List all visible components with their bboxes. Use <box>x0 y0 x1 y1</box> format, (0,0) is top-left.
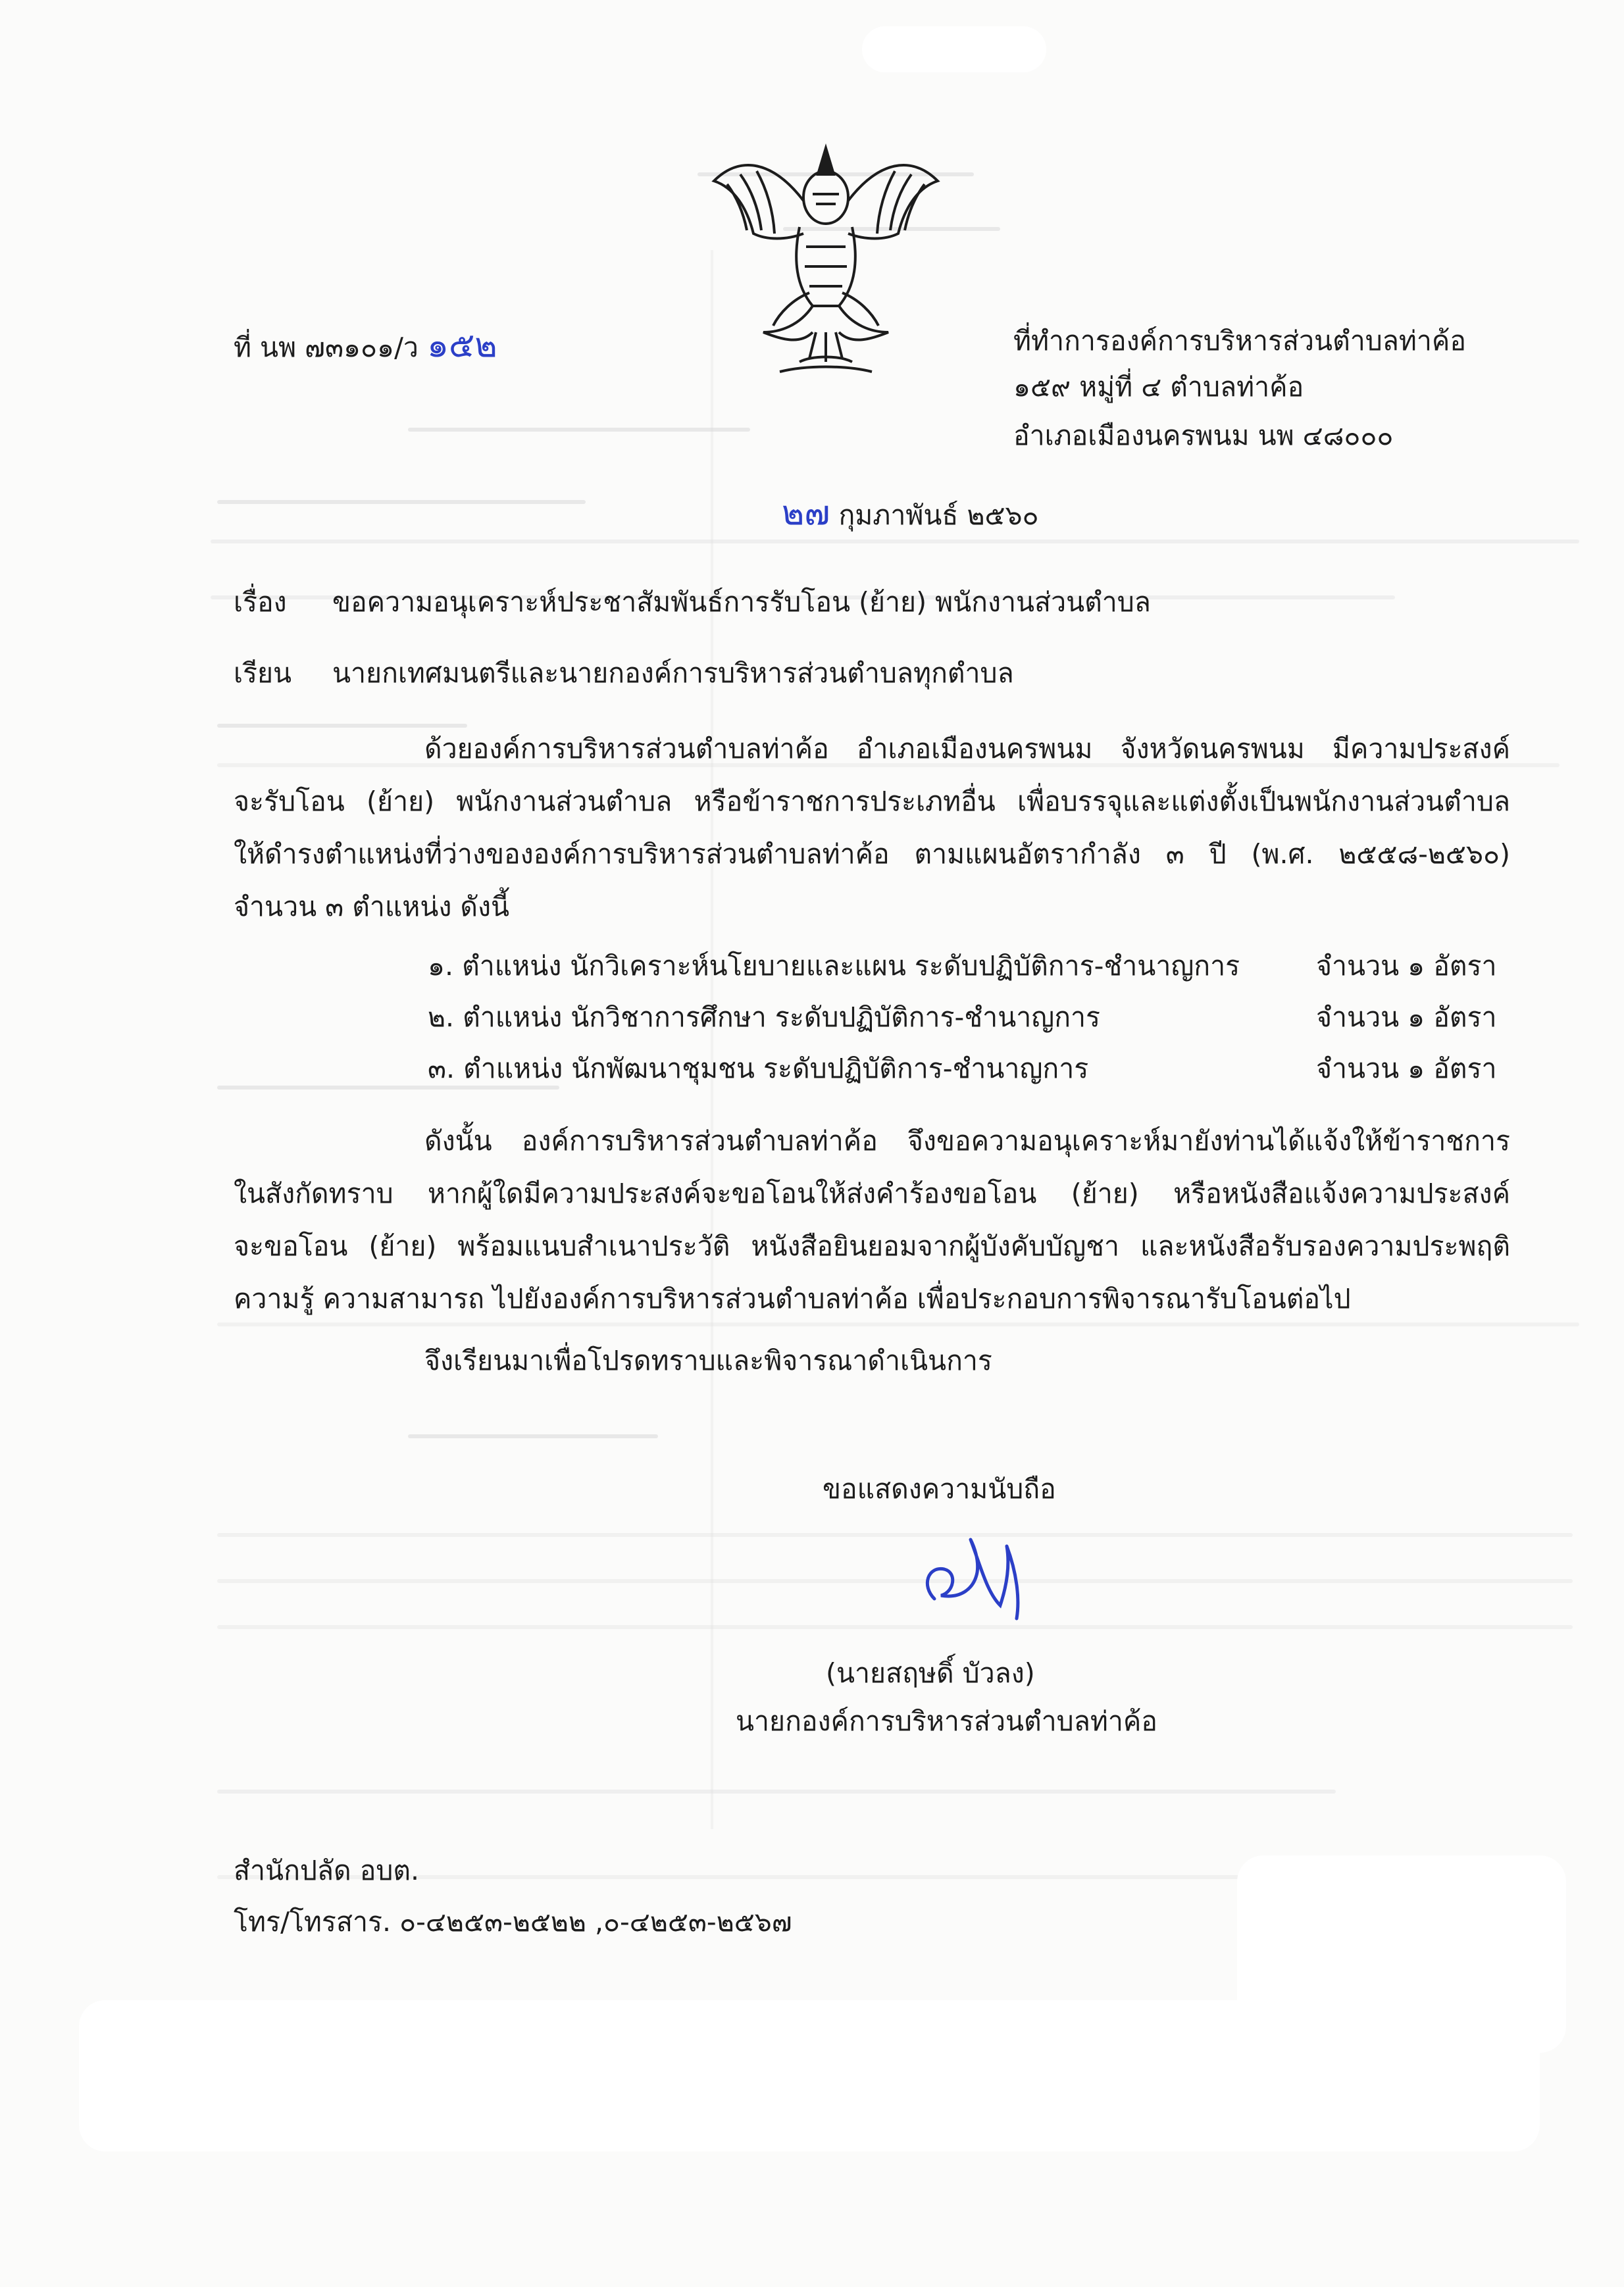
recipient-label: เรียน <box>234 657 292 689</box>
footer-phone: โทร/โทรสาร. ๐-๔๒๕๓-๒๕๒๒ ,๐-๔๒๕๓-๒๕๖๗ <box>234 1906 792 1938</box>
garuda-emblem <box>701 135 951 391</box>
position-item-3-count: จำนวน ๑ อัตรา <box>1316 1053 1497 1084</box>
closing-salutation: ขอแสดงความนับถือ <box>823 1473 1056 1505</box>
sender-address-line1: ที่ทำการองค์การบริหารส่วนตำบลท่าค้อ <box>1013 325 1466 357</box>
position-item-3: ๓. ตำแหน่ง นักพัฒนาชุมชน ระดับปฏิบัติการ-ชำนาญการ <box>428 1053 1089 1084</box>
position-item-2-count: จำนวน ๑ อัตรา <box>1316 1001 1497 1033</box>
sender-address-line2: ๑๕๙ หมู่ที่ ๔ ตำบลท่าค้อ <box>1013 371 1304 403</box>
body-para1-line4: จำนวน ๓ ตำแหน่ง ดังนี้ <box>234 891 510 922</box>
body-para2-line2: ในสังกัดทราบ หากผู้ใดมีความประสงค์จะขอโอนให้ส่งคำร้องขอโอน (ย้าย) หรือหนังสือแจ้งความประสงค์ <box>234 1178 1510 1209</box>
reference-prefix: ที่ นพ ๗๓๑๐๑/ว <box>234 332 419 363</box>
body-para2-line3: จะขอโอน (ย้าย) พร้อมแนบสำเนาประวัติ หนังสือยินยอมจากผู้บังคับบัญชา และหนังสือรับรองความประพฤติ <box>234 1230 1510 1262</box>
body-para1-line2: จะรับโอน (ย้าย) พนักงานส่วนตำบล หรือข้าราชการประเภทอื่น เพื่อบรรจุและแต่งตั้งเป็นพนักงานส่วนตำบล <box>234 786 1510 817</box>
signature <box>908 1526 1040 1645</box>
position-item-1: ๑. ตำแหน่ง นักวิเคราะห์นโยบายและแผน ระดับปฏิบัติการ-ชำนาญการ <box>428 950 1240 982</box>
position-item-1-count: จำนวน ๑ อัตรา <box>1316 950 1497 982</box>
reference-number-handwritten: ๑๕๒ <box>426 326 497 365</box>
body-para1-line1: ด้วยองค์การบริหารส่วนตำบลท่าค้อ อำเภอเมืองนครพนม จังหวัดนครพนม มีความประสงค์ <box>424 733 1510 765</box>
letter-date <box>782 495 1039 534</box>
date-day-handwritten: ๒๗ <box>782 493 830 533</box>
body-para1-line3: ให้ดำรงตำแหน่งที่ว่างขององค์การบริหารส่วนตำบลท่าค้อ ตามแผนอัตรากำลัง ๓ ปี (พ.ศ. ๒๕๕๘-๒๕๖๐) <box>234 838 1510 870</box>
sender-address-line3: อำเภอเมืองนครพนม นพ ๔๘๐๐๐ <box>1013 420 1394 451</box>
footer-office: สำนักปลัด อบต. <box>234 1855 420 1886</box>
signer-name: (นายสฤษดิ์ บัวลง) <box>826 1657 1035 1689</box>
subject-label: เรื่อง <box>234 586 287 618</box>
position-item-2: ๒. ตำแหน่ง นักวิชาการศึกษา ระดับปฏิบัติการ-ชำนาญการ <box>428 1001 1101 1033</box>
subject-text: ขอความอนุเคราะห์ประชาสัมพันธ์การรับโอน (ย้าย) พนักงานส่วนตำบล <box>332 586 1151 618</box>
body-para3: จึงเรียนมาเพื่อโปรดทราบและพิจารณาดำเนินการ <box>424 1345 992 1376</box>
body-para2-line4: ความรู้ ความสามารถ ไปยังองค์การบริหารส่วนตำบลท่าค้อ เพื่อประกอบการพิจารณารับโอนต่อไป <box>234 1283 1351 1315</box>
body-para2-line1: ดังนั้น องค์การบริหารส่วนตำบลท่าค้อ จึงขอความอนุเคราะห์มายังท่านได้แจ้งให้ข้าราชการ <box>424 1125 1510 1157</box>
reference-number <box>234 327 497 366</box>
redaction-patch-top <box>862 26 1046 72</box>
recipient-text: นายกเทศมนตรีและนายกองค์การบริหารส่วนตำบลทุกตำบล <box>332 657 1014 689</box>
date-month-year: กุมภาพันธ์ ๒๕๖๐ <box>838 499 1039 531</box>
signer-title: นายกองค์การบริหารส่วนตำบลท่าค้อ <box>736 1705 1157 1737</box>
redaction-patch-right <box>1237 1855 1566 2053</box>
